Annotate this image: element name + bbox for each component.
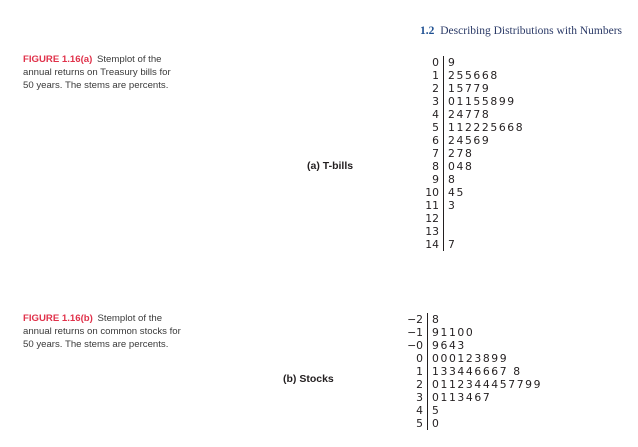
stem-value: 8	[432, 160, 439, 173]
stemplot-row	[425, 212, 524, 225]
leaf-values: 278	[448, 147, 474, 160]
stem-value: 5	[432, 121, 439, 134]
stem-value: 1	[432, 69, 439, 82]
figure-b-label: FIGURE 1.16(b)	[23, 313, 93, 324]
leaf-values: 9643	[432, 339, 466, 352]
figure-a-plot-label: (a) T-bills	[307, 160, 354, 172]
stemplot-row	[416, 352, 542, 365]
leaf-values: 8	[448, 173, 457, 186]
stemplot-row	[416, 417, 542, 430]
leaf-values: 8	[432, 313, 441, 326]
stem-value: 11	[425, 199, 439, 212]
figure-b-caption	[23, 312, 183, 351]
figure-b-caption-text: Stemplot of the annual returns on common stocks for 50 years. The stems are percents.	[23, 313, 181, 350]
stem-value: 3	[432, 95, 439, 108]
stemplot-row	[432, 147, 524, 160]
stem-value: 10	[425, 186, 439, 199]
leaf-values	[443, 225, 448, 238]
leaf-values: 0112344457799	[432, 378, 543, 391]
figure-a-caption	[23, 53, 183, 92]
stem-value: 12	[425, 212, 439, 225]
leaf-values: 24569	[448, 134, 491, 147]
stem-value: 0	[432, 56, 439, 69]
figure-b-stemplot	[407, 313, 543, 430]
stem-value: 9	[432, 173, 439, 186]
leaf-values	[443, 212, 448, 225]
leaf-values: 048	[448, 160, 474, 173]
stem-value: 5	[416, 417, 423, 430]
stemplot-row	[407, 339, 542, 352]
figure-a-caption-text: Stemplot of the annual returns on Treasury bills for 50 years. The stems are percents.	[23, 54, 171, 91]
stemplot-row	[432, 173, 524, 186]
leaf-values: 01155899	[448, 95, 516, 108]
leaf-values: 000123899	[432, 352, 509, 365]
stem-value: 4	[432, 108, 439, 121]
leaf-values: 112225668	[448, 121, 525, 134]
stemplot-row	[432, 160, 524, 173]
stem-value: −1	[407, 326, 423, 339]
stemplot-row	[432, 121, 525, 134]
section-title: Describing Distributions with Numbers	[440, 25, 622, 37]
leaf-values: 255668	[448, 69, 499, 82]
stemplot-row	[416, 378, 543, 391]
stem-value: 0	[416, 352, 423, 365]
stem-value: 1	[416, 365, 423, 378]
stemplot-row	[425, 199, 524, 212]
stemplot-row	[407, 313, 542, 326]
figure-a-label: FIGURE 1.16(a)	[23, 54, 93, 65]
stemplot-row	[416, 391, 542, 404]
stemplot-row	[432, 134, 524, 147]
stemplot-row	[425, 225, 524, 238]
stemplot-row	[425, 186, 524, 199]
stemplot-row	[425, 238, 524, 251]
stem-value: −0	[407, 339, 423, 352]
leaf-values: 24778	[448, 108, 491, 121]
leaf-values: 45	[448, 186, 465, 199]
stemplot-row	[432, 82, 524, 95]
stem-value: 4	[416, 404, 423, 417]
stem-value: 2	[416, 378, 423, 391]
leaf-values: 3	[448, 199, 457, 212]
stemplot-row	[432, 108, 524, 121]
stemplot-row	[407, 326, 542, 339]
stemplot-row	[432, 56, 524, 69]
stemplot-row	[432, 69, 524, 82]
stemplot-row	[432, 95, 524, 108]
figure-a-stemplot	[425, 56, 525, 251]
section-number: 1.2	[420, 25, 435, 37]
leaf-values: 91100	[432, 326, 475, 339]
stem-value: 2	[432, 82, 439, 95]
stemplot-row	[416, 365, 542, 378]
stem-value: 13	[425, 225, 439, 238]
leaf-values: 15779	[448, 82, 491, 95]
leaf-values: 5	[432, 404, 441, 417]
figure-b-plot-label: (b) Stocks	[283, 373, 334, 385]
running-header	[420, 25, 622, 37]
leaf-values: 9	[448, 56, 457, 69]
stemplot-row	[416, 404, 542, 417]
leaf-values: 0	[432, 417, 441, 430]
stem-value: −2	[407, 313, 423, 326]
leaf-values: 133446667 8	[432, 365, 522, 378]
stem-value: 3	[416, 391, 423, 404]
leaf-values: 0113467	[432, 391, 492, 404]
stem-value: 7	[432, 147, 439, 160]
stem-value: 14	[425, 238, 439, 251]
leaf-values: 7	[448, 238, 457, 251]
stem-value: 6	[432, 134, 439, 147]
